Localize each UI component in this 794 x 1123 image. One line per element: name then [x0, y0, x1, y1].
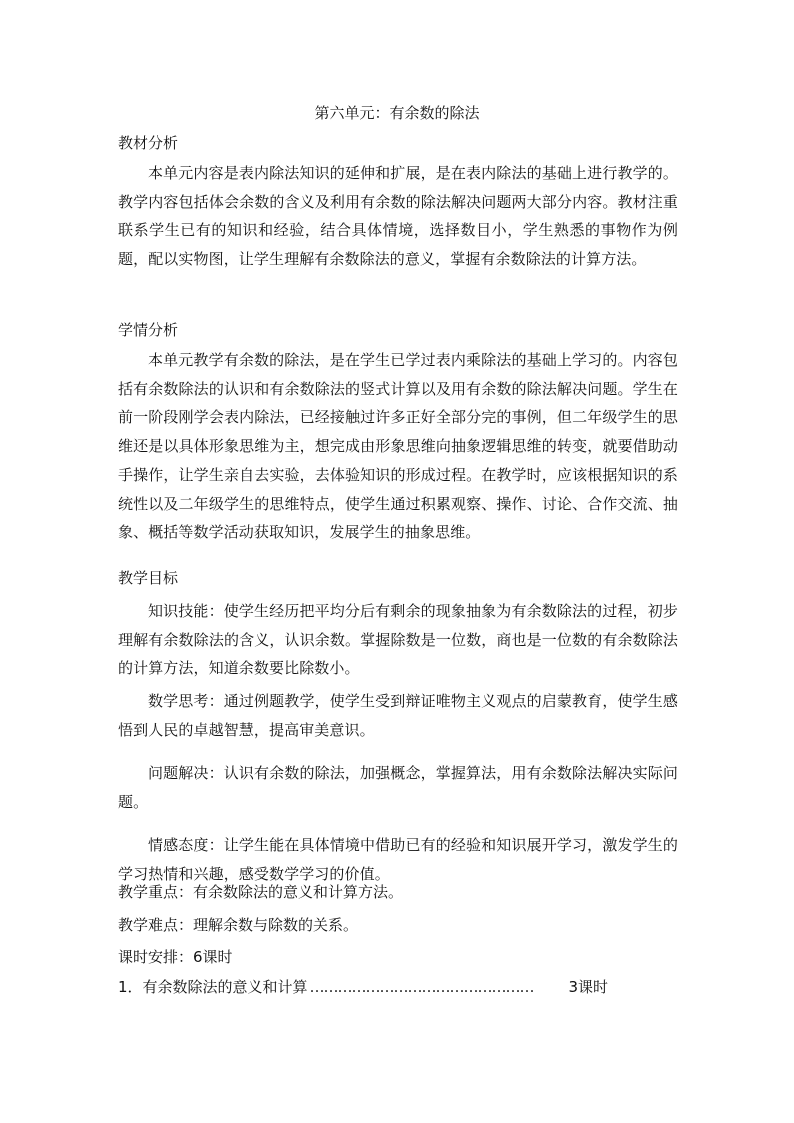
schedule-item-label: 1．有余数除法的意义和计算 [118, 978, 308, 996]
paragraph-goal-math-thinking: 数学思考：通过例题教学，使学生受到辩证唯物主义观点的启蒙教育，使学生感悟到人民的卓越智慧，提高审美意识。 [118, 692, 678, 739]
paragraph-learner-analysis: 本单元教学有余数的除法，是在学生已学过表内乘除法的基础上学习的。内容包括有余数除法的认识和有余数除法的竖式计算以及用有余数的除法解决问题。学生在前一阶段刚学会表内除法，已经接触过许多正好全部分完的事例，但二年级学生的思维还是以具体形象思维为主，想完成由形象思维向抽象逻辑思维的转变，就要借助动手操作，让学生亲自去实验，去体验知识的形成过程。在教学时，应该根据知识的系统性以及二年级学生的思维特点，使学生通过积累观察、操作、讨论、合作交流、抽象、概括等数学活动获取知识，发展学生的抽象思维。 [118, 351, 678, 542]
schedule-item [118, 975, 608, 999]
paragraph-goal-attitude: 情感态度：让学生能在具体情境中借助已有的经验和知识展开学习，激发学生的学习热情和兴趣，感受数学学习的价值。 [118, 836, 678, 883]
schedule-item-dots: ………………………………………… [309, 978, 534, 996]
schedule-label: 课时安排：6课时 [118, 948, 233, 966]
difficult-point: 教学难点：理解余数与除数的关系。 [118, 916, 359, 934]
section-heading-textbook-analysis: 教材分析 [118, 134, 179, 152]
paragraph-textbook-analysis: 本单元内容是表内除法知识的延伸和扩展，是在表内除法的基础上进行教学的。教学内容包括体会余数的含义及利用有余数的除法解决问题两大部分内容。教材注重联系学生已有的知识和经验，结合具体情境，选择数目小，学生熟悉的事物作为例题，配以实物图，让学生理解有余数除法的意义，掌握有余数除法的计算方法。 [118, 164, 678, 268]
paragraph-goal-knowledge-skills: 知识技能：使学生经历把平均分后有剩余的现象抽象为有余数除法的过程，初步理解有余数除法的含义，认识余数。掌握除数是一位数，商也是一位数的有余数除法的计算方法，知道余数要比除数小。 [118, 602, 678, 678]
document-title: 第六单元：有余数的除法 [314, 104, 480, 122]
key-point: 教学重点：有余数除法的意义和计算方法。 [118, 883, 404, 901]
section-heading-learner-analysis: 学情分析 [118, 321, 179, 339]
schedule-item-hours: 3课时 [568, 978, 608, 996]
paragraph-goal-problem-solving: 问题解决：认识有余数的除法，加强概念，掌握算法，用有余数除法解决实际问题。 [118, 764, 678, 811]
section-heading-teaching-goals: 教学目标 [118, 569, 179, 587]
